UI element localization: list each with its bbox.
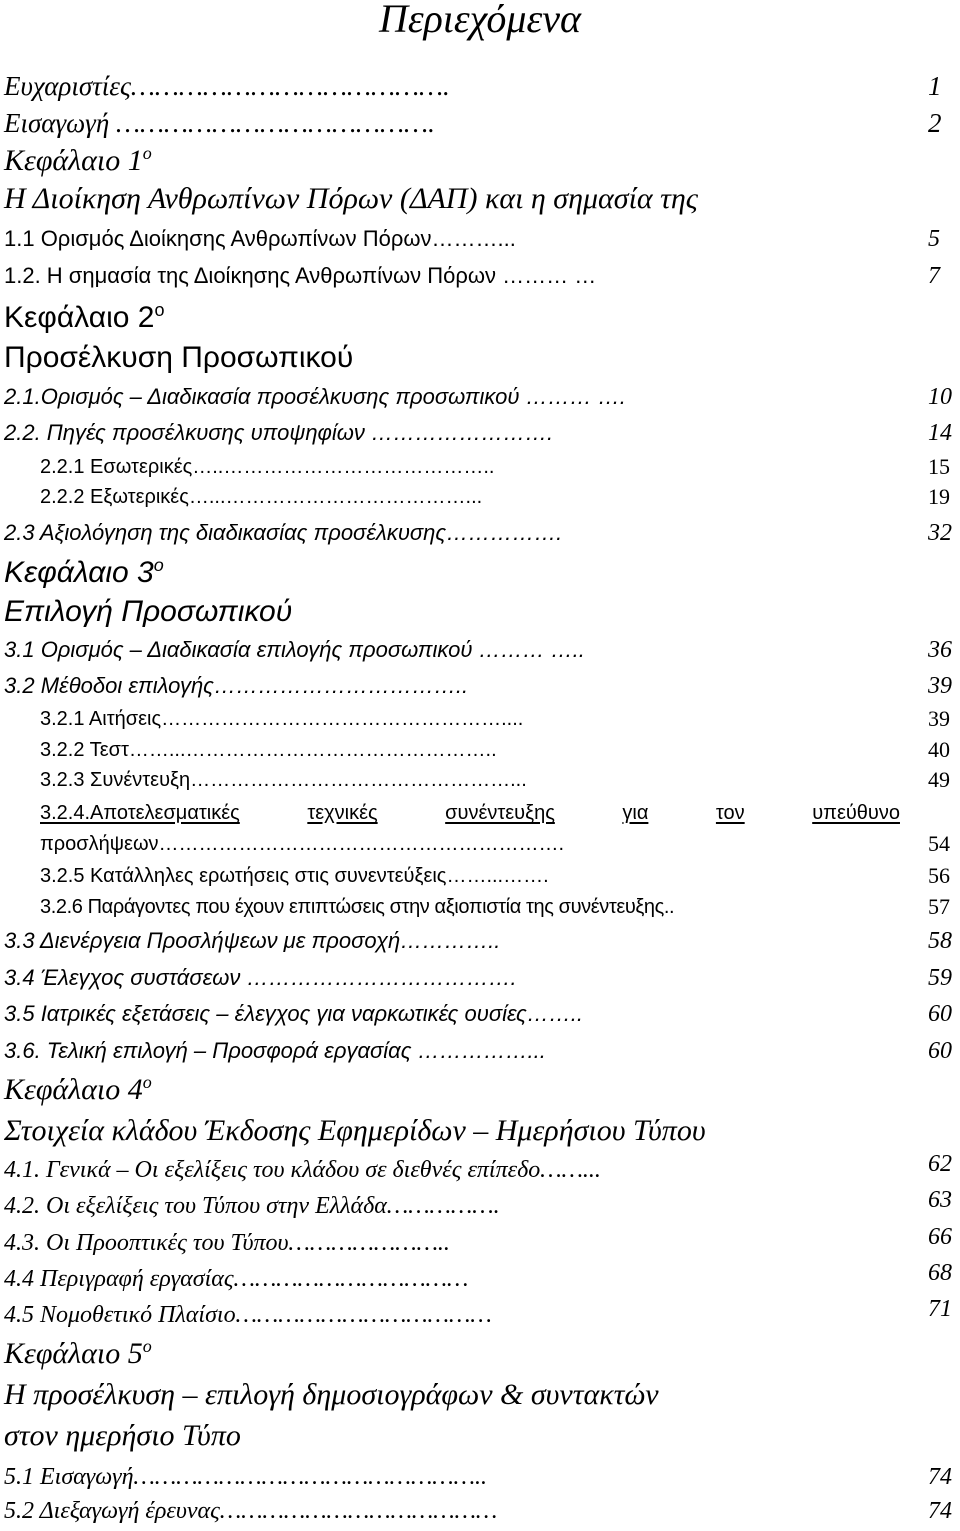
chapter-title-text: Στοιχεία κλάδου Έκδοσης Εφημερίδων – Ημερήσιου Τύπου: [4, 1114, 706, 1147]
toc-entry-text: 3.5 Ιατρικές εξετάσεις – έλεγχος για ναρκωτικές ουσίες……..: [4, 1001, 583, 1026]
chapter-ordinal: ο: [142, 1336, 152, 1356]
toc-entry-text: 5.1 Εισαγωγή…………………………………………..: [4, 1464, 487, 1490]
toc-entry-page: 54: [928, 831, 950, 856]
toc-entry-page: 63: [928, 1187, 952, 1213]
toc-entry-page: 15: [928, 454, 950, 479]
toc-entry-text: 2.3 Αξιολόγηση της διαδικασίας προσέλκυσης…………….: [4, 520, 563, 545]
chapter-title-text: στον ημερήσιο Τύπο: [4, 1419, 241, 1452]
toc-entry-text: 4.4 Περιγραφή εργασίας……………………………: [4, 1266, 469, 1292]
toc-entry-page: 56: [928, 863, 950, 888]
toc-word: υπεύθυνο: [812, 802, 900, 824]
toc-entry-page: 59: [928, 965, 952, 991]
toc-entry-page: 58: [928, 928, 952, 954]
toc-entry-text: 2.2.1 Εσωτερικές…..…………………………………..: [40, 456, 495, 478]
toc-entry-page: 62: [928, 1151, 952, 1177]
toc-entry-multiline: [40, 801, 960, 825]
toc-entry-page: 14: [928, 420, 952, 446]
chapter-label: Κεφάλαιο 4: [4, 1073, 143, 1106]
toc-entry-page: 66: [928, 1224, 952, 1250]
toc-word: τεχνικές: [307, 802, 378, 824]
toc-entry-text: 2.1.Ορισμός – Διαδικασία προσέλκυσης προσωπικού ……… ….: [4, 384, 626, 409]
toc-entry-text: 4.3. Οι Προοπτικές του Τύπου…………………..: [4, 1230, 450, 1256]
toc-entry-text: 3.2.1 Αιτήσεις……………………………………………....: [40, 708, 524, 730]
toc-entry-text: 3.2.5 Κατάλληλες ερωτήσεις στις συνεντεύξεις……...…….: [40, 865, 549, 887]
page-title: Περιεχόμενα: [378, 0, 582, 41]
chapter-ordinal: ο: [142, 143, 152, 163]
toc-entry-page: 1: [928, 71, 942, 101]
chapter-label: Κεφάλαιο 3: [4, 556, 154, 589]
toc-entry-text: προσλήψεων…………………………………………………….: [40, 833, 565, 855]
toc-entry-text: 4.1. Γενικά – Οι εξελίξεις του κλάδου σε διεθνές επίπεδο……...: [4, 1157, 601, 1183]
toc-entry-page: 68: [928, 1260, 952, 1286]
chapter-label: Κεφάλαιο 5: [4, 1337, 143, 1370]
toc-entry-page: 60: [928, 1001, 952, 1027]
toc-entry-page: 74: [928, 1464, 952, 1490]
toc-entry-text: 3.2.6 Παράγοντες που έχουν επιπτώσεις στην αξιοπιστία της συνέντευξης..: [40, 896, 675, 918]
toc-entry-text: 1.2. Η σημασία της Διοίκησης Ανθρωπίνων Πόρων ……… …: [4, 263, 597, 288]
toc-entry-text: 1.1 Ορισμός Διοίκησης Ανθρωπίνων Πόρων………...: [4, 226, 516, 251]
toc-entry-text: 2.2. Πηγές προσέλκυσης υποψηφίων …………………….: [4, 420, 554, 445]
toc-entry-text: 5.2 Διεξαγωγή έρευνας…………………………………: [4, 1498, 498, 1524]
toc-entry-text: 2.2.2 Εξωτερικές…...………………………………...: [40, 486, 483, 508]
chapter-ordinal: ο: [142, 1072, 152, 1092]
toc-entry-text: 4.5 Νομοθετικό Πλαίσιο………………………………: [4, 1302, 492, 1328]
chapter-title-text: Προσέλκυση Προσωπικού: [4, 341, 354, 374]
toc-word: τον: [715, 802, 745, 824]
toc-entry-page: 7: [928, 263, 940, 289]
chapter-label: Κεφάλαιο 1: [4, 144, 143, 177]
toc-entry-text: 3.2.2 Τεστ……...………………………………………..: [40, 739, 497, 761]
toc-entry-page: 19: [928, 484, 950, 509]
chapter-title-text: Η προσέλκυση – επιλογή δημοσιογράφων & συντακτών: [4, 1378, 659, 1411]
toc-entry-text: 3.2 Μέθοδοι επιλογής……………………………..: [4, 673, 469, 698]
chapter-label: Κεφάλαιο 2: [4, 301, 155, 334]
chapter-ordinal: ο: [153, 555, 164, 575]
toc-entry-page: 5: [928, 226, 940, 252]
chapter-title-text: Η Διοίκηση Ανθρωπίνων Πόρων (ΔΑΠ) και η σημασία της: [4, 182, 698, 215]
toc-entry-page: 2: [928, 108, 942, 138]
toc-entry-text: Ευχαριστίες………………………………….: [4, 71, 450, 101]
toc-entry-page: 74: [928, 1498, 952, 1524]
toc-word: για: [622, 802, 649, 824]
toc-entry-page: 10: [928, 384, 952, 410]
toc-word: 3.2.4.Αποτελεσματικές: [40, 802, 240, 824]
toc-entry-text: 3.4 Έλεγχος συστάσεων ……………………………….: [4, 965, 517, 990]
toc-entry-page: 36: [928, 637, 952, 663]
toc-entry-text: Εισαγωγή ………………………………….: [4, 108, 435, 138]
toc-entry-text: 3.6. Τελική επιλογή – Προσφορά εργασίας ……………...: [4, 1038, 546, 1063]
toc-entry-page: 39: [928, 673, 952, 699]
toc-entry-text: 3.3 Διενέργεια Προσλήψεων με προσοχή…………..: [4, 928, 501, 953]
toc-entry-page: 71: [928, 1296, 952, 1322]
toc-entry-page: 40: [928, 737, 950, 762]
toc-entry-text: 4.2. Οι εξελίξεις του Τύπου στην Ελλάδα…………….: [4, 1193, 500, 1219]
toc-entry-page: 60: [928, 1038, 952, 1064]
toc-entry-page: 32: [928, 520, 952, 546]
toc-entry-page: 57: [928, 894, 950, 919]
toc-word: συνέντευξης: [445, 802, 555, 824]
toc-entry-page: 39: [928, 706, 950, 731]
toc-entry-page: 49: [928, 767, 950, 792]
toc-entry-text: 3.2.3 Συνέντευξη…………………………………………...: [40, 769, 527, 791]
toc-entry-text: 3.1 Ορισμός – Διαδικασία επιλογής προσωπικού ……… …..: [4, 637, 585, 662]
chapter-ordinal: ο: [154, 300, 165, 320]
chapter-title-text: Επιλογή Προσωπικού: [4, 595, 293, 628]
